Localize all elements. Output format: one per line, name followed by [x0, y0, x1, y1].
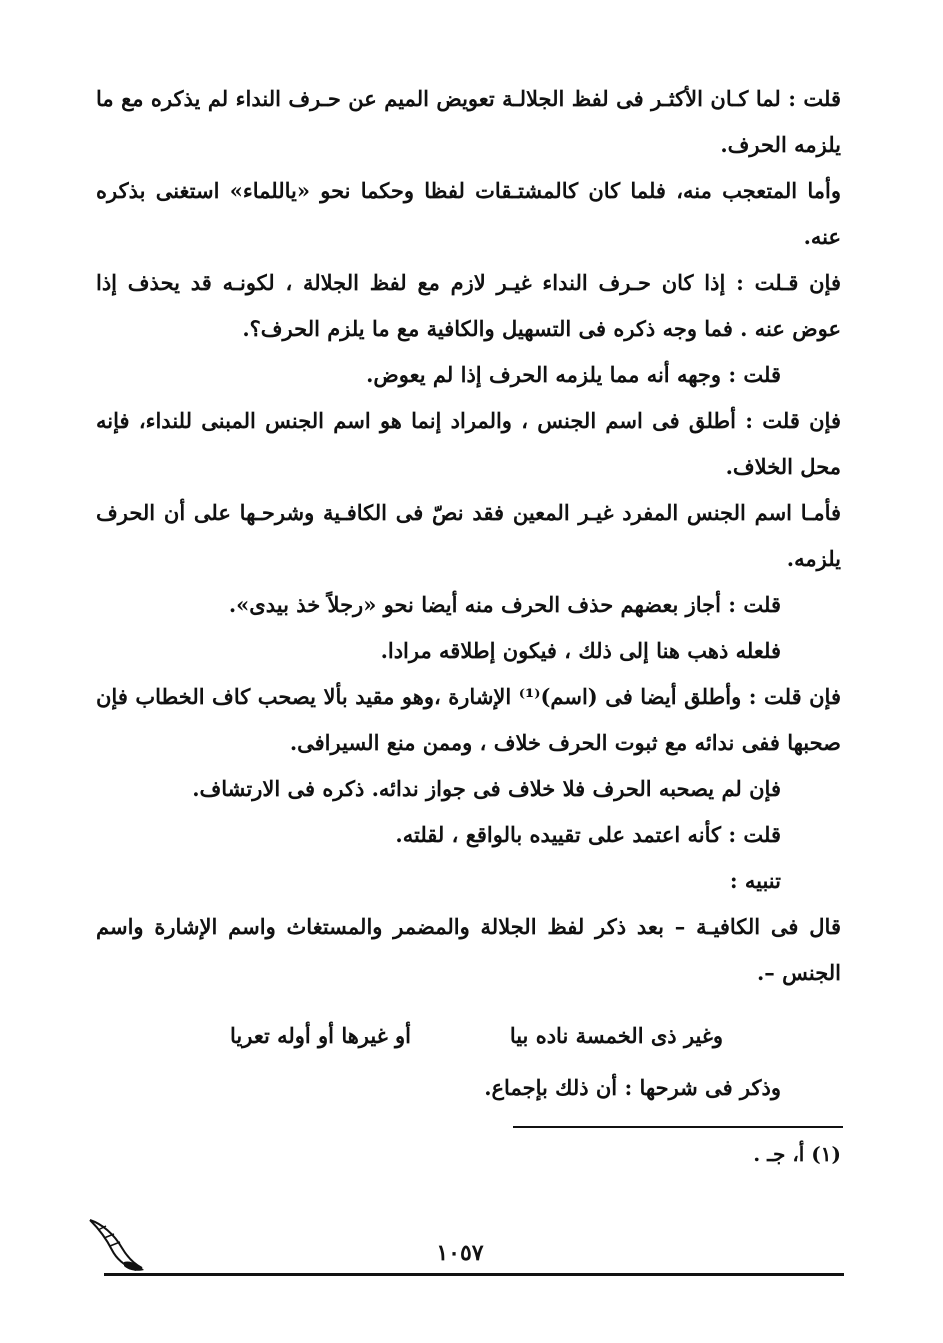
paragraph: وأما المتعجب منه، فلما كان كالمشتـقات لفظا وحكما نحو «ياللماء» استغنى بذكره عنه. [96, 178, 841, 249]
paragraph: فإن قلت : أطلق فى اسم الجنس ، والمراد إنما هو اسم الجنس المبنى للنداء، فإنه محل الخلاف. [96, 408, 841, 479]
footnote: (١) أ، جـ . [753, 1142, 841, 1166]
paragraph: قلت : أجاز بعضهم حذف الحرف منه أيضا نحو «رجلاً خذ بيدى». [228, 592, 781, 617]
paragraph: فلعله ذهب هنا إلى ذلك ، فيكون إطلاقه مرادا. [380, 638, 781, 663]
body-text [96, 76, 841, 996]
paragraph: فإن قلت : وأطلق أيضا فى (اسم)⁽¹⁾ الإشارة ،وهو مقيد بألا يصحب كاف الخطاب فإن صحبها ففى ندائه مع ثبوت الحرف خلاف ، وممن منع السيرافى. [96, 684, 841, 755]
verse-first-hemistich: وغير ذى الخمسة ناده بيا [509, 1023, 723, 1048]
verse-second-hemistich: أو غيرها أو أوله تعريا [229, 1023, 411, 1048]
quill-icon [84, 1210, 154, 1280]
paragraph: قلت : كأنه اعتمد على تقييده بالواقع ، لقلته. [395, 822, 781, 847]
paragraph: قلت : وجهه أنه مما يلزمه الحرف إذا لم يعوض. [366, 362, 781, 387]
page-number: ١٠٥٧ [436, 1240, 484, 1266]
paragraph: فإن قـلت : إذا كان حـرف النداء غيـر لازم مع لفظ الجلالة ، لكونـه قد يحذف إذا عوض عنه . فما وجه ذكره فى التسهيل والكافية مع ما يلزم الحرف؟. [96, 270, 841, 341]
bottom-divider [104, 1273, 844, 1276]
paragraph: تنبيه : [729, 868, 781, 893]
footnote-divider [513, 1126, 843, 1128]
paragraph: فإن لم يصحبه الحرف فلا خلاف فى جواز ندائه. ذكره فى الارتشاف. [192, 776, 781, 801]
paragraph: قال فى الكافيـة – بعد ذكر لفظ الجلالة والمضمر والمستغاث واسم الإشارة واسم الجنس –. [96, 914, 841, 985]
after-verse-line: وذكر فى شرحها : أن ذلك بإجماع. [484, 1075, 781, 1100]
paragraph: فأمـا اسم الجنس المفرد غيـر المعين فقد نصّ فى الكافـية وشرحـها على أن الحرف يلزمه. [96, 500, 841, 571]
paragraph: قلت : لما كـان الأكثـر فى لفظ الجلالـة تعويض الميم عن حـرف النداء لم يذكره مع ما يلزمه الحرف. [96, 86, 841, 157]
